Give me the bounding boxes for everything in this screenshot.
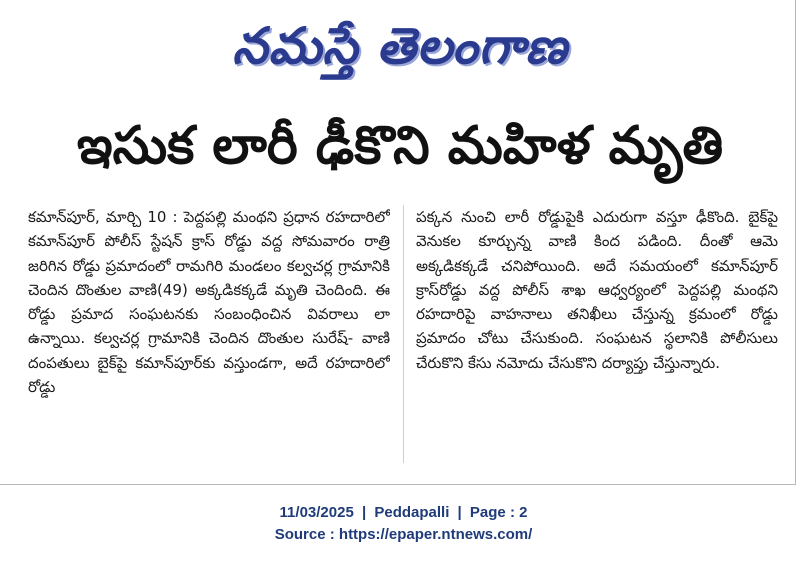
article-headline: ఇసుక లారీ ఢీకొని మహిళ మృతి: [76, 116, 724, 176]
footer-edition: Peddapalli: [374, 504, 450, 521]
footer-source: Source : https://epaper.ntnews.com/: [274, 526, 533, 543]
footer-separator: |: [457, 504, 462, 521]
footer-date: 11/03/2025: [279, 504, 354, 521]
article-body-left-column: కమాన్‌పూర్, మార్చి 10 : పెద్దపల్లి మంథని ప్రధాన రహదారిలో కమాన్‌పూర్ పోలీస్ స్టేషన్ క్రాస్ రోడ్డు వద్ద సోమవారం రాత్రి జరిగిన రోడ్డు ప్రమాదంలో రామగిరి మండలం కల్వచర్ల గ్రామానికి చెందిన దొంతుల వాణి(49) అక్కడికక్కడే మృతి చెందింది. ఈ రోడ్డు ప్రమాద సంఘటనకు సంబంధించిన వివరాలు లా ఉన్నాయి. కల్వచర్ల గ్రామానికి చెందిన దొంతుల సురేష్- వాణి దంపతులు బైక్‌పై కమాన్‌పూర్‌కు వస్తుండగా, అదే రహదారిలో రోడ్డు: [28, 208, 390, 397]
article-body-right-column: పక్కన నుంచి లారీ రోడ్డుపైకి ఎదురుగా వస్తూ ఢీకొంది. బైక్‌పై వెనుకల కూర్చున్న వాణి కింద పడింది. దీంతో ఆమె అక్కడికక్కడే చనిపోయింది. అదే సమయంలో కమాన్‌పూర్ క్రాస్‌రోడ్డు వద్ద పోలీస్ శాఖ ఆధ్వర్యంలో పెద్దపల్లి మంథని రహదారిపై వాహనాలు తనిఖీలు చేస్తున్న క్రమంలో రోడ్డు ప్రమాదం చోటు చేసుకుంది. సంఘటన స్థలానికి పోలీసులు చేరుకొని కేసు నమోదు చేసుకొని దర్యాప్తు చేస్తున్నారు.: [416, 208, 778, 372]
footer-page: Page : 2: [469, 504, 528, 521]
footer-meta-line: [0, 504, 807, 521]
footer-separator: |: [361, 504, 367, 521]
column-divider: [403, 205, 404, 463]
newspaper-masthead: నమస్తే తెలంగాణ: [232, 17, 568, 75]
